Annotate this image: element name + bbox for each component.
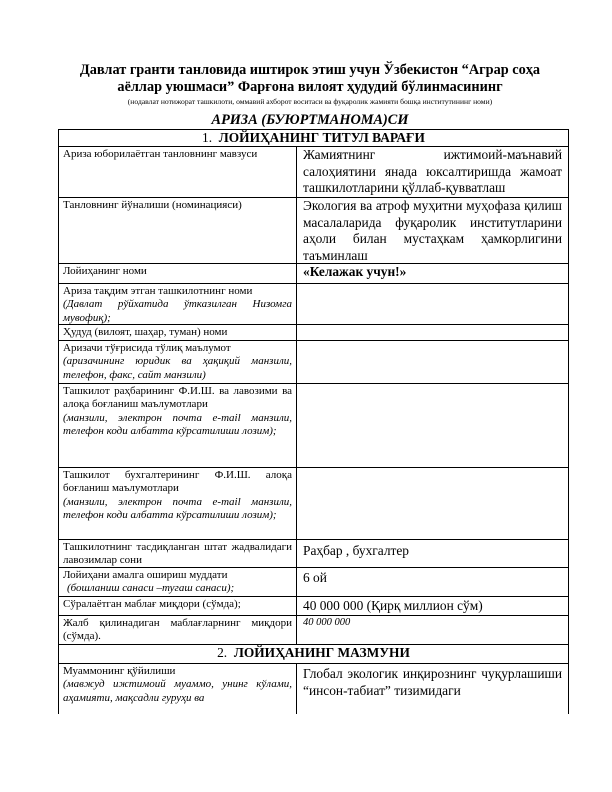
value-cell[interactable] xyxy=(297,325,569,341)
table-row-project-duration xyxy=(58,568,569,597)
value-cell[interactable]: 6 ой xyxy=(297,568,569,597)
row-label: Аризачи тўғрисида тўлиқ маълумот xyxy=(63,342,231,354)
label-cell xyxy=(58,198,297,264)
value-cell[interactable]: «Келажак учун!» xyxy=(297,264,569,284)
row-label: Ариза тақдим этган ташкилотнинг номи xyxy=(63,285,253,297)
row-label: Танловнинг йўналиши (номинацияси) xyxy=(63,199,242,211)
table-row-requested-amount xyxy=(58,597,569,616)
section-1-title: ЛОЙИҲАНИНГ ТИТУЛ ВАРАҒИ xyxy=(218,130,425,145)
table-row-problem-statement xyxy=(58,664,569,714)
label-cell xyxy=(58,468,297,540)
table-row-organization-name xyxy=(58,284,569,325)
value-cell[interactable] xyxy=(297,341,569,384)
section-2-title: ЛОЙИҲАНИНГ МАЗМУНИ xyxy=(233,645,410,660)
value-cell[interactable] xyxy=(297,284,569,325)
label-cell xyxy=(58,384,297,468)
row-label: Ташкилот бухгалтерининг Ф.И.Ш. алоқа боғланиш маълумотлари xyxy=(63,469,292,495)
label-cell xyxy=(58,341,297,384)
header-line-2: аёллар уюшмаси” Фарғона вилоят ҳудудий бўлинмасининг xyxy=(117,79,503,95)
section-2-number: 2. xyxy=(217,645,228,660)
row-label: Ариза юборилаётган танловнинг мавзуси xyxy=(63,148,258,160)
label-cell xyxy=(58,264,297,284)
row-label: Ташкилот раҳбарининг Ф.И.Ш. ва лавозими ва алоқа боғланиш маълумотлари xyxy=(63,385,292,411)
value-cell[interactable]: 40 000 000 (Қирқ миллион сўм) xyxy=(297,597,569,616)
row-hint: (бошланиш санаси –тугаш санаси); xyxy=(67,582,235,595)
value-cell[interactable] xyxy=(297,468,569,540)
label-cell xyxy=(58,540,297,568)
row-label: Жалб қилинадиган маблағларнинг миқдори (сўмда). xyxy=(63,617,292,643)
value-cell[interactable]: Жамиятнинг ижтимоий-маънавий салоҳиятини янада юксалтиришда жамоат ташкилотларини қўллаб-қувватлаш xyxy=(297,147,569,198)
row-hint: (Давлат рўйхатида ўтказилган Низомга мувофиқ); xyxy=(63,298,292,324)
row-label: Ташкилотнинг тасдиқланган штат жадвалидаги лавозимлар сони xyxy=(63,541,292,567)
header-line-1: Давлат гранти танловида иштирок этиш учун Ўзбекистон “Аграр соҳа xyxy=(79,62,541,78)
row-hint: (аризачининг юридик ва ҳақиқий манзили, телефон, факс, сайт манзили) xyxy=(63,355,292,381)
table-row-accountant-info xyxy=(58,468,569,540)
section-1-header xyxy=(58,129,569,147)
table-row-competition-topic xyxy=(58,147,569,198)
row-label: Лойиҳани амалга ошириш муддати xyxy=(63,569,228,581)
label-cell xyxy=(58,616,297,645)
label-cell xyxy=(58,568,297,597)
value-cell[interactable]: Экология ва атроф муҳитни муҳофаза қилиш масалаларида фуқаролик институтларини аҳоли билан мустаҳкам ҳамкорлигини таъминлаш xyxy=(297,198,569,264)
label-cell xyxy=(58,147,297,198)
label-cell xyxy=(58,325,297,341)
table-row-director-info xyxy=(58,384,569,468)
application-title: АРИЗА (БУЮРТМАНОМА)СИ xyxy=(211,112,409,128)
table-row-region-name xyxy=(58,325,569,341)
table-row-staff-positions xyxy=(58,540,569,568)
row-hint: (манзили, электрон почта e-mail манзили, телефон коди албатта кўрсатилиши лозим); xyxy=(63,495,292,522)
label-cell xyxy=(58,597,297,616)
row-hint: (мавжуд ижтимоий муаммо, унинг кўлами, аҳамияти, мақсадли гуруҳи ва xyxy=(63,678,292,704)
table-row-competition-direction xyxy=(58,198,569,264)
value-cell[interactable]: 40 000 000 xyxy=(297,616,569,645)
row-label: Ҳудуд (вилоят, шаҳар, туман) номи xyxy=(63,326,228,338)
row-label: Лойиҳанинг номи xyxy=(63,265,147,277)
header-note: (нодавлат нотижорат ташкилоти, оммавий ахборот воситаси ва фуқаролик жамияти бошқа институтининг номи) xyxy=(127,97,493,106)
value-cell[interactable] xyxy=(297,384,569,468)
table-row-project-name xyxy=(58,264,569,284)
row-label: Муаммонинг қўйилиши xyxy=(63,665,176,677)
label-cell xyxy=(58,664,297,714)
value-cell[interactable]: Глобал экологик инқирознинг чуқурлашиши “инсон-табиат” тизимидаги xyxy=(297,664,569,714)
section-1-number: 1. xyxy=(202,130,213,145)
row-label: Сўралаётган маблағ миқдори (сўмда); xyxy=(63,598,241,610)
section-2-header xyxy=(58,645,569,664)
label-cell xyxy=(58,284,297,325)
table-row-applicant-info xyxy=(58,341,569,384)
table-row-attracted-funds xyxy=(58,616,569,645)
value-cell[interactable]: Раҳбар , бухгалтер xyxy=(297,540,569,568)
row-hint: (манзили, электрон почта e-mail манзили, телефон коди албатта кўрсатилиши лозим); xyxy=(63,411,292,438)
